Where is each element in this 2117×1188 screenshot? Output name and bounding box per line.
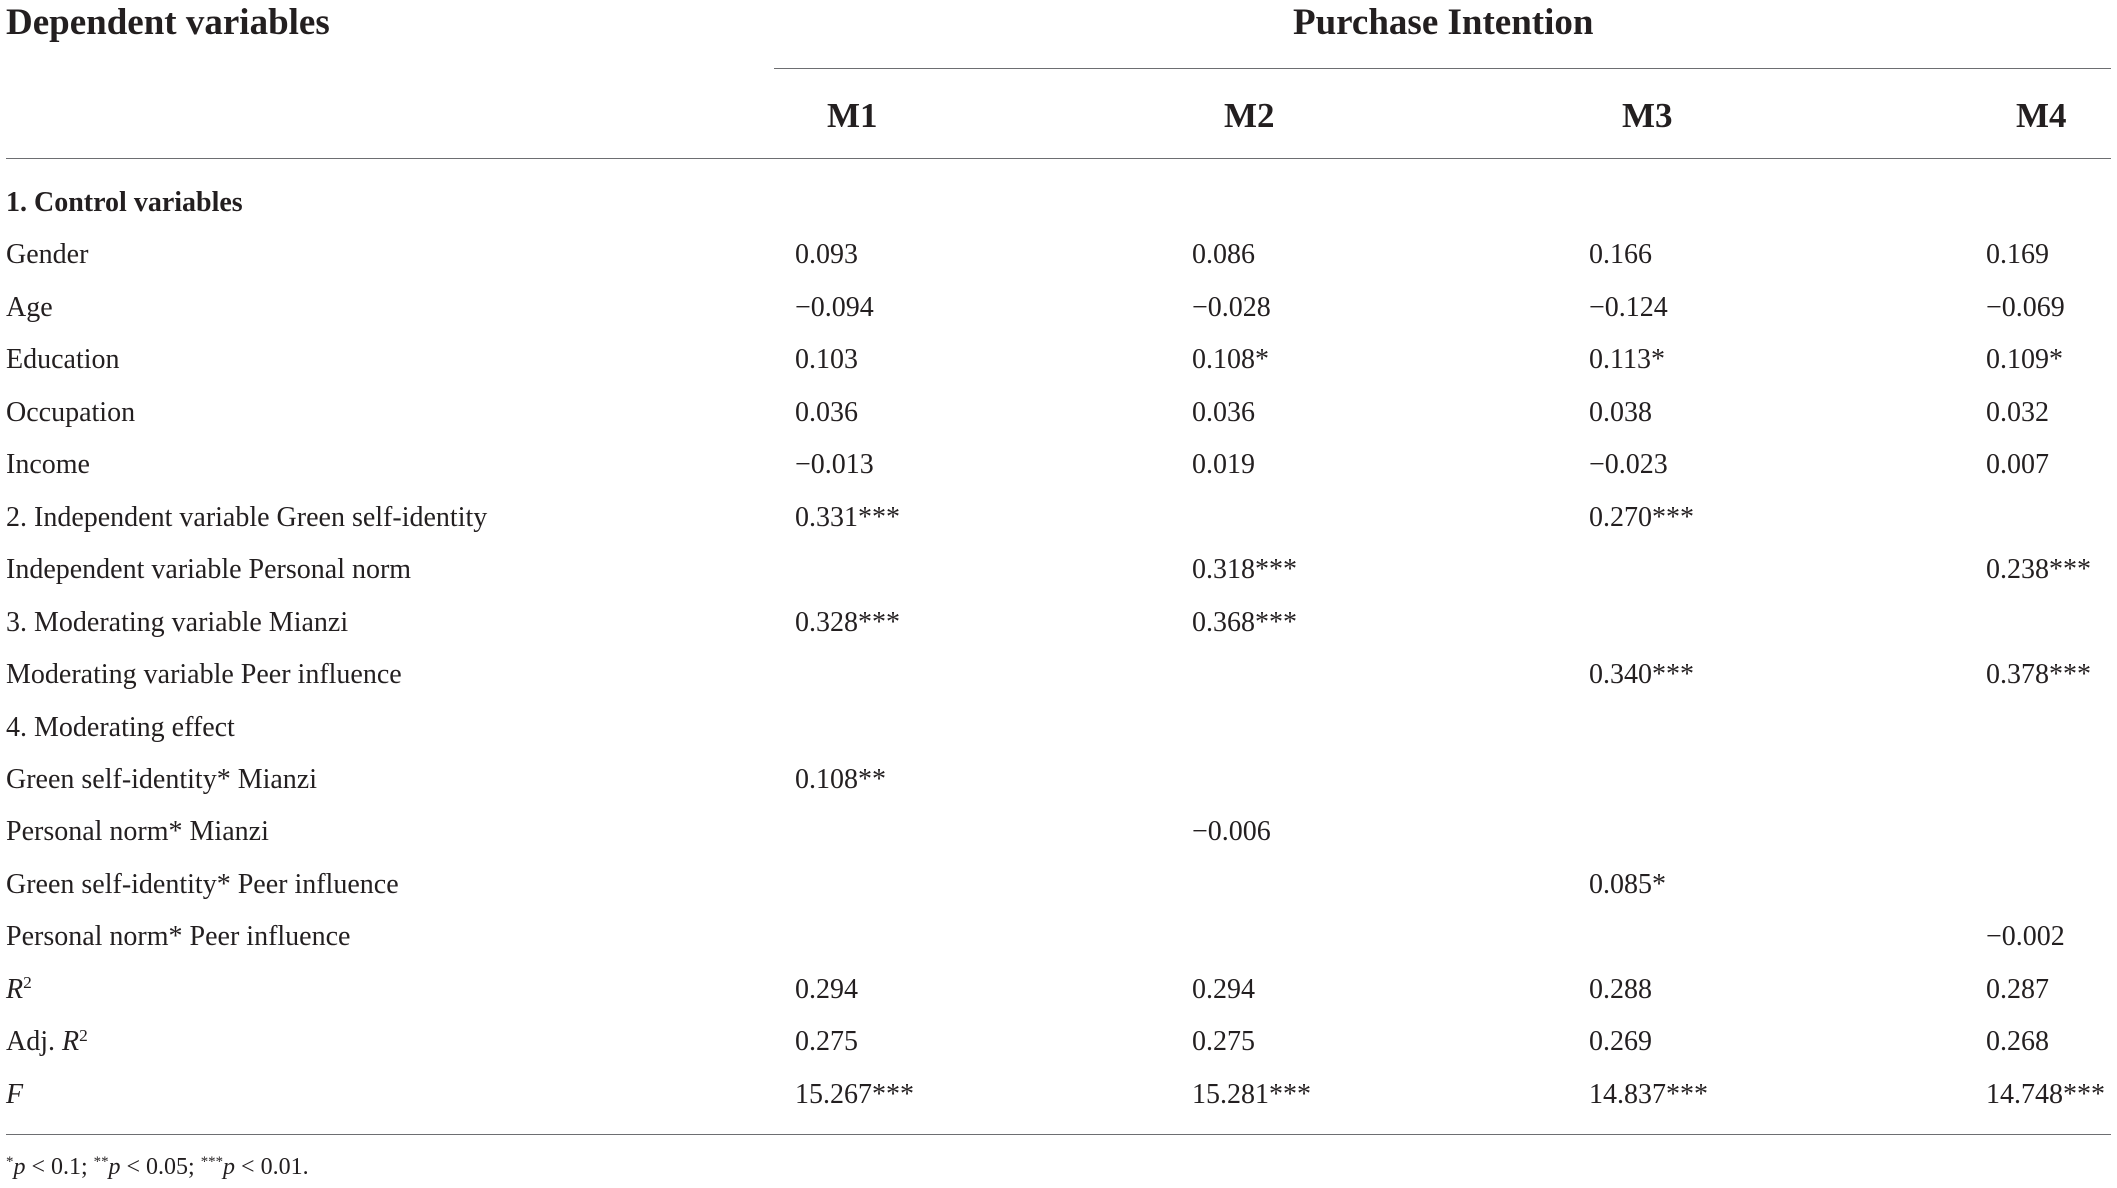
table-cell: 0.294	[795, 973, 858, 1005]
row-label	[6, 763, 318, 795]
row-label-superscript: 2	[79, 1025, 88, 1045]
table-cell: 0.287	[1986, 973, 2049, 1005]
row-label	[6, 396, 136, 428]
table-cell: 0.288	[1589, 973, 1652, 1005]
table-cell: 0.036	[1192, 396, 1255, 428]
table-cell: 0.085*	[1589, 868, 1666, 900]
row-label	[6, 189, 243, 217]
row-label	[6, 556, 411, 584]
table-cell: 0.038	[1589, 396, 1652, 428]
footnote-part: p	[108, 1154, 121, 1180]
row-label	[6, 501, 488, 533]
table-cell: −0.094	[795, 291, 874, 323]
table-cell: 0.368***	[1192, 606, 1297, 638]
table-bottom-rule	[6, 1134, 2111, 1135]
row-label-text: R	[6, 973, 24, 1005]
table-cell: 0.331***	[795, 501, 900, 533]
row-label	[6, 711, 235, 743]
table-cell: 0.169	[1986, 239, 2049, 271]
row-label	[6, 818, 269, 846]
table-cell: 0.032	[1986, 396, 2049, 428]
row-label-text: Adj.	[6, 1026, 62, 1058]
table-cell: 0.318***	[1192, 554, 1297, 586]
table-cell: −0.002	[1986, 921, 2065, 953]
table-cell: −0.006	[1192, 816, 1271, 848]
footnote-part: < 0.1;	[25, 1154, 94, 1180]
row-label-text: Personal norm* Peer influence	[6, 921, 351, 953]
row-label-text: Green self-identity* Mianzi	[6, 763, 318, 795]
purchase-intention-header: Purchase Intention	[1293, 2, 1594, 43]
model-header-m3: M3	[1622, 96, 1673, 135]
table-cell: 0.108*	[1192, 344, 1269, 376]
row-label	[6, 1025, 88, 1058]
table-cell: 0.036	[795, 396, 858, 428]
row-label-text: Income	[6, 449, 90, 481]
table-cell: 0.086	[1192, 239, 1255, 271]
row-label	[6, 973, 32, 1005]
row-label-text: Occupation	[6, 396, 136, 428]
row-label	[6, 661, 402, 689]
table-cell: 0.109*	[1986, 344, 2063, 376]
row-label-text: Education	[6, 344, 120, 376]
row-label	[6, 923, 350, 951]
row-label	[6, 291, 53, 323]
group-header-rule	[774, 68, 2111, 69]
footnote-part: ***	[200, 1153, 224, 1170]
header-bottom-rule	[6, 158, 2111, 159]
model-header-m4: M4	[2016, 96, 2067, 135]
row-label-text: Independent variable Personal norm	[6, 554, 412, 586]
footnote-part: < 0.01.	[235, 1154, 309, 1180]
row-label	[6, 1078, 24, 1110]
table-cell: 0.019	[1192, 449, 1255, 481]
table-cell: 0.108**	[795, 763, 886, 795]
table-cell: −0.069	[1986, 291, 2065, 323]
table-cell: −0.023	[1589, 449, 1668, 481]
table-cell: 15.281***	[1192, 1078, 1311, 1110]
table-cell: 0.007	[1986, 449, 2049, 481]
table-cell: 0.238***	[1986, 554, 2091, 586]
row-label	[6, 346, 120, 374]
table-cell: 0.113*	[1589, 344, 1665, 376]
row-label	[6, 868, 399, 900]
row-label-text: F	[6, 1078, 24, 1110]
table-cell: 0.268	[1986, 1026, 2049, 1058]
row-label-text: Moderating variable Peer influence	[6, 659, 402, 691]
footnote-part: < 0.05;	[120, 1154, 201, 1180]
table-cell: 0.275	[1192, 1026, 1255, 1058]
table-cell: 0.093	[795, 239, 858, 271]
row-label-superscript: 2	[23, 973, 32, 993]
table-cell: 0.340***	[1589, 659, 1694, 691]
table-cell: 15.267***	[795, 1078, 914, 1110]
row-label	[6, 606, 349, 638]
table-cell: 0.270***	[1589, 501, 1694, 533]
row-label-text: Green self-identity* Peer influence	[6, 868, 399, 900]
row-label-text: Gender	[6, 239, 89, 271]
table-cell: −0.124	[1589, 291, 1668, 323]
table-cell: −0.013	[795, 449, 874, 481]
table-cell: 14.748***	[1986, 1078, 2105, 1110]
row-label-text: Age	[6, 291, 53, 323]
table-cell: 0.166	[1589, 239, 1652, 271]
row-label	[6, 241, 88, 269]
row-label-text: Personal norm* Mianzi	[6, 816, 269, 848]
table-cell: 0.328***	[795, 606, 900, 638]
row-label	[6, 451, 90, 479]
footnote-part: *	[6, 1153, 14, 1170]
table-cell: 0.294	[1192, 973, 1255, 1005]
dependent-variables-header: Dependent variables	[6, 2, 330, 43]
footnote-part: p	[223, 1154, 236, 1180]
footnote-part: **	[93, 1153, 109, 1170]
table-cell: 0.378***	[1986, 659, 2091, 691]
table-cell: 14.837***	[1589, 1078, 1708, 1110]
footnote-part: p	[13, 1154, 26, 1180]
model-header-m2: M2	[1224, 96, 1275, 135]
row-label-text: 4. Moderating effect	[6, 711, 235, 743]
row-label-text: 2. Independent variable Green self-identity	[6, 501, 488, 533]
table-cell: −0.028	[1192, 291, 1271, 323]
model-header-m1: M1	[827, 96, 878, 135]
table-cell: 0.103	[795, 344, 858, 376]
table-cell: 0.275	[795, 1026, 858, 1058]
table-cell: 0.269	[1589, 1026, 1652, 1058]
row-label-text: 1. Control variables	[6, 187, 243, 218]
footnote	[6, 1155, 309, 1179]
row-label-text: 3. Moderating variable Mianzi	[6, 606, 349, 638]
row-label-italic: R	[62, 1026, 80, 1058]
